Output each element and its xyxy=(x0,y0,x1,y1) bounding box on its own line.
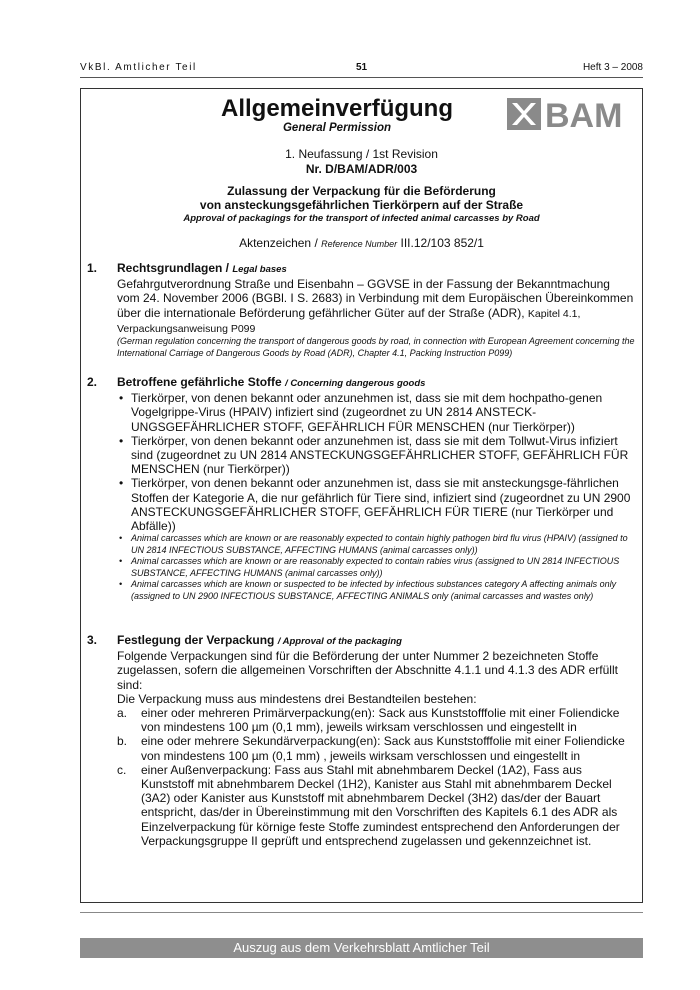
list-item: b. eine oder mehrere Sekundärverpackung(en): Sack aus Kunststofffolie mit einer Foliendicke von mindestens 100 µm (0,1 mm) , jeweils wirksam verschlossen und eingestellt in xyxy=(117,734,625,763)
section-text: Gefahrgutverordnung Straße und Eisenbahn – GGVSE in der Fassung der Bekanntmachung vom 24. November 2006 (BGBl. I S. 2683) in Verbindung mit dem Europäischen Übereinkommen über die internationale Beförderung gefährlicher Güter auf der Straße (ADR), Kapitel 4.1, Verpackungsanweisung P099 xyxy=(117,277,634,335)
list-item: • Animal carcasses which are known or are reasonably expected to contain highly pathogen bird flu virus (HPAIV) (assigned to UN 2814 INFECTIOUS SUBSTANCE, AFFECTING HUMANS (animal carcasses only)) xyxy=(117,533,635,556)
bam-logo xyxy=(507,98,635,130)
reference-label-en: Reference Number xyxy=(321,239,398,249)
issue-label: Heft 3 – 2008 xyxy=(582,62,643,73)
section-heading: Festlegung der Verpackung / Approval of the packaging xyxy=(117,633,402,647)
list-item: • Tierkörper, von denen bekannt oder anzunehmen ist, dass sie mit dem Tollwut-Virus infiziert sind (zugeordnet zu UN 2814 ANSTECKUNGSGEFÄHRLICHER STOFF, GEFÄHRLICH FÜR MENSCHEN (nur Tierkörper)) xyxy=(117,434,635,477)
footer-banner: Auszug aus dem Verkehrsblatt Amtlicher Teil xyxy=(80,938,643,958)
list-item: • Animal carcasses which are known or suspected to be infected by infectious substances category A affecting animals only (assigned to UN 2900 INFECTIOUS SUBSTANCE, AFFECTING ANIMALS only (animal carcasses and wastes only) xyxy=(117,579,635,602)
section-heading-en: / Concerning dangerous goods xyxy=(285,378,426,389)
journal-name: VkBl. Amtlicher Teil xyxy=(80,62,197,73)
document-subtitle: General Permission xyxy=(282,122,392,134)
list-item: • Animal carcasses which are known or are reasonably expected to contain rabies virus (assigned to UN 2814 INFECTIOUS SUBSTANCE, AFFECTING HUMANS (animal carcasses only)) xyxy=(117,556,635,579)
section-text-en: (German regulation concerning the transport of dangerous goods by road, in connection with European Agreement concerning the International Carriage of Dangerous Goods by Road (ADR), Chapter 4.1, Packing Instruction P099) xyxy=(117,336,635,358)
logo-text: BAM xyxy=(545,98,623,130)
dangerous-goods-list xyxy=(117,391,635,533)
reference-value: III.12/103 852/1 xyxy=(400,236,484,250)
approval-title-en: Approval of packagings for the transport of infected animal carcasses by Road xyxy=(183,213,540,224)
list-item: • Tierkörper, von denen bekannt oder anzunehmen ist, dass sie mit dem hochpatho-genen Vogelgrippe-Virus (HPAIV) infiziert sind (zugeordnet zu UN 2814 ANSTECK-UNGSGEFÄHRLICHER STOFF, GEFÄHRLICH FÜR MENSCHEN (nur Tierkörper)) xyxy=(117,391,635,434)
list-item: a. einer oder mehreren Primärverpackung(en): Sack aus Kunststofffolie mit einer Foliendicke von mindestens 100 µm (0,1 mm), jeweils wirksam verschlossen und eingestellt in xyxy=(117,706,620,735)
section-packaging xyxy=(87,633,635,848)
section-text-small: Kapitel 4.1, Verpackungsanweisung P099 xyxy=(117,307,581,335)
reference-number xyxy=(81,236,642,250)
section-heading-en: Legal bases xyxy=(232,264,287,275)
section-number: 3. xyxy=(87,633,98,647)
reference-label-de: Aktenzeichen / xyxy=(239,236,318,250)
section-heading: Betroffene gefährliche Stoffe / Concerning dangerous goods xyxy=(117,375,426,389)
list-item: • Tierkörper, von denen bekannt oder anzunehmen ist, dass sie mit ansteckungsge-fährlichen Stoffen der Kategorie A, die nur gefährlich für Tiere sind, infiziert sind (zugeordnet zu UN 2900 ANSTECKUNGSGEFÄHRLICHER STOFF, GEFÄHRLICH FÜR TIERE (nur Tierkörper und Abfälle)) xyxy=(117,476,635,533)
footer-rule xyxy=(80,912,643,913)
section-number: 2. xyxy=(87,375,98,389)
section-intro-2: Die Verpackung muss aus mindestens drei Bestandteilen bestehen: xyxy=(117,691,477,706)
document-frame xyxy=(80,88,643,903)
document-title: Allgemeinverfügung xyxy=(220,95,454,122)
revision-label: 1. Neufassung / 1st Revision xyxy=(285,147,438,161)
packaging-components-list xyxy=(117,706,635,848)
page-number: 51 xyxy=(355,62,368,73)
revision-block xyxy=(81,147,642,177)
dangerous-goods-list-en xyxy=(117,533,635,602)
approval-heading xyxy=(81,185,642,226)
section-number: 1. xyxy=(87,261,98,275)
running-header xyxy=(80,62,643,76)
header-rule xyxy=(80,77,643,78)
section-intro: Folgende Verpackungen sind für die Beförderung der unter Nummer 2 bezeichneten Stoffe zugelassen, sofern die allgemeinen Vorschriften der Abschnitte 4.1.1 und 4.1.3 des ADR erfüllt sind: xyxy=(117,649,618,692)
approval-title-line-2: von ansteckungsgefährlichen Tierkörpern auf der Straße xyxy=(199,197,524,212)
document-number: Nr. D/BAM/ADR/003 xyxy=(305,162,418,176)
section-legal-bases xyxy=(87,261,635,359)
section-dangerous-goods xyxy=(87,375,635,602)
section-heading: Rechtsgrundlagen / Legal bases xyxy=(117,261,287,275)
list-item: c. einer Außenverpackung: Fass aus Stahl mit abnehmbarem Deckel (1A2), Fass aus Kunststoff mit abnehmbarem Deckel (1H2), Kanister aus Stahl mit abnehmbarem Deckel (3A2) oder Kanister aus Kunststoff mit abnehmbarem Deckel (3H2) das/der der Bauart entspricht, das/der in Übereinstimmung mit den Vorschriften des Kapitels 6.1 des ADR als Einzelverpackung für körnige feste Stoffe zumindest entsprechend den Anforderungen der Verpackungsgruppe II geprüft und entsprechend zugelassen und gekennzeichnet ist. xyxy=(117,762,620,848)
approval-title-line-1: Zulassung der Verpackung für die Beförderung xyxy=(227,184,496,198)
section-heading-en: / Approval of the packaging xyxy=(277,636,402,647)
